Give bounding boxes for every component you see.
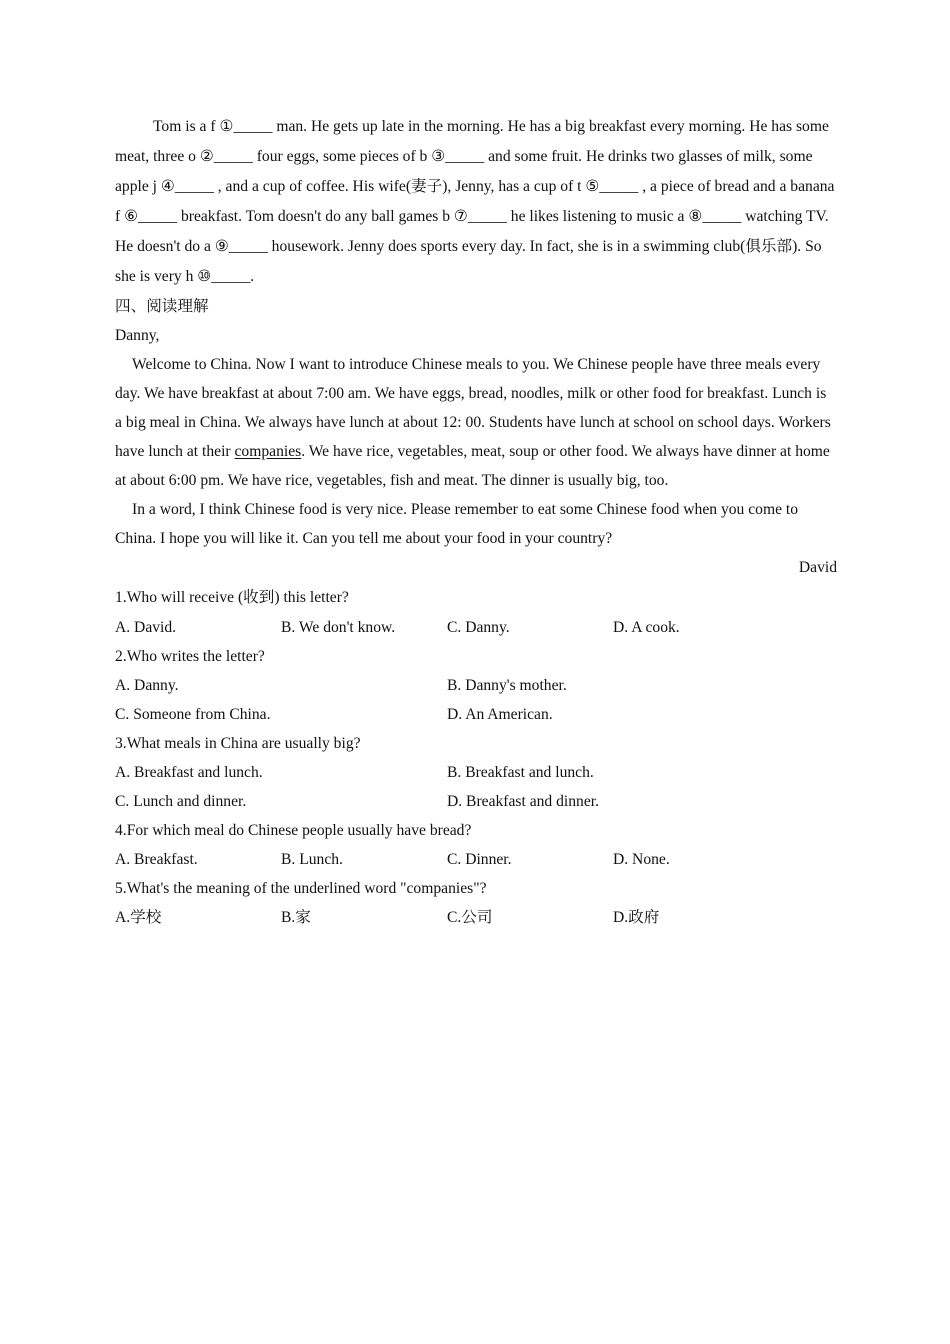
- section-title: 四、阅读理解: [115, 298, 209, 315]
- option-d: D. None.: [613, 851, 670, 868]
- letter-paragraph-2: In a word, I think Chinese food is very nice. Please remember to eat some Chinese food when you come to China. I hope you will like it. Can you tell me about your food in your country?: [115, 501, 799, 547]
- question-5: 5.What's the meaning of the underlined word "companies"?: [115, 880, 487, 897]
- question-3-options-row-1: [115, 758, 837, 787]
- option-b: B. Danny's mother.: [447, 677, 567, 694]
- underlined-word: companies: [234, 443, 302, 460]
- option-d: D.政府: [613, 909, 660, 926]
- question-2-options-row-1: [115, 671, 837, 700]
- option-a: A. Breakfast.: [115, 851, 198, 868]
- option-d: D. An American.: [447, 706, 553, 723]
- option-c: C. Danny.: [447, 619, 510, 636]
- option-b: B. Lunch.: [281, 851, 343, 868]
- letter-greeting: Danny,: [115, 327, 160, 344]
- option-b: B. Breakfast and lunch.: [447, 764, 594, 781]
- option-c: C. Someone from China.: [115, 706, 271, 723]
- letter-p1-before: Welcome to China. Now I want to introduce Chinese meals to you. We Chinese people have three meals every day. We have breakfast at about 7:00 am. We have eggs, bread, noodles, milk or other food for breakfast. Lunch is a big meal in China. We always have lunch at about 12: 00. Students have lunch at school on school days. Workers have lunch at their: [115, 356, 831, 460]
- option-a: A. Breakfast and lunch.: [115, 764, 263, 781]
- option-c: C.公司: [447, 909, 493, 926]
- option-c: C. Lunch and dinner.: [115, 793, 247, 810]
- option-c: C. Dinner.: [447, 851, 512, 868]
- question-4: 4.For which meal do Chinese people usually have bread?: [115, 822, 472, 839]
- question-4-options: [115, 845, 837, 874]
- question-2-options-row-2: [115, 700, 837, 729]
- cloze-text: Tom is a f ①_____ man. He gets up late in the morning. He has a big breakfast every morning. He has some meat, three o ②_____ four eggs, some pieces of b ③_____ and some fruit. He drinks two glasses of milk, some apple j ④_____ , and a cup of coffee. His wife(妻子), Jenny, has a cup of t ⑤_____ , a piece of bread and a banana f ⑥_____ breakfast. Tom doesn't do any ball games b ⑦_____ he likes listening to music a ⑧_____ watching TV. He doesn't do a ⑨_____ housework. Jenny does sports every day. In fact, she is in a swimming club(俱乐部). So she is very h ⑩_____.: [115, 118, 835, 285]
- option-d: D. Breakfast and dinner.: [447, 793, 599, 810]
- question-5-options: [115, 903, 837, 932]
- option-a: A. Danny.: [115, 677, 179, 694]
- letter-p1-after: . We have rice, vegetables, meat, soup or other food. We always have dinner at home at about 6:00 pm. We have rice, vegetables, fish and meat. The dinner is usually big, too.: [115, 443, 830, 489]
- question-3-options-row-2: [115, 787, 837, 816]
- question-3: 3.What meals in China are usually big?: [115, 735, 361, 752]
- question-1-options: [115, 613, 837, 642]
- cloze-passage: [115, 112, 837, 292]
- question-1: 1.Who will receive (收到) this letter?: [115, 589, 349, 606]
- option-a: A. David.: [115, 619, 177, 636]
- option-d: D. A cook.: [613, 619, 680, 636]
- option-b: B.家: [281, 909, 311, 926]
- letter-signature: David: [798, 559, 837, 576]
- option-a: A.学校: [115, 909, 162, 926]
- document-page: [115, 112, 837, 932]
- letter-paragraph-1: [115, 350, 837, 495]
- option-b: B. We don't know.: [281, 619, 396, 636]
- question-2: 2.Who writes the letter?: [115, 648, 265, 665]
